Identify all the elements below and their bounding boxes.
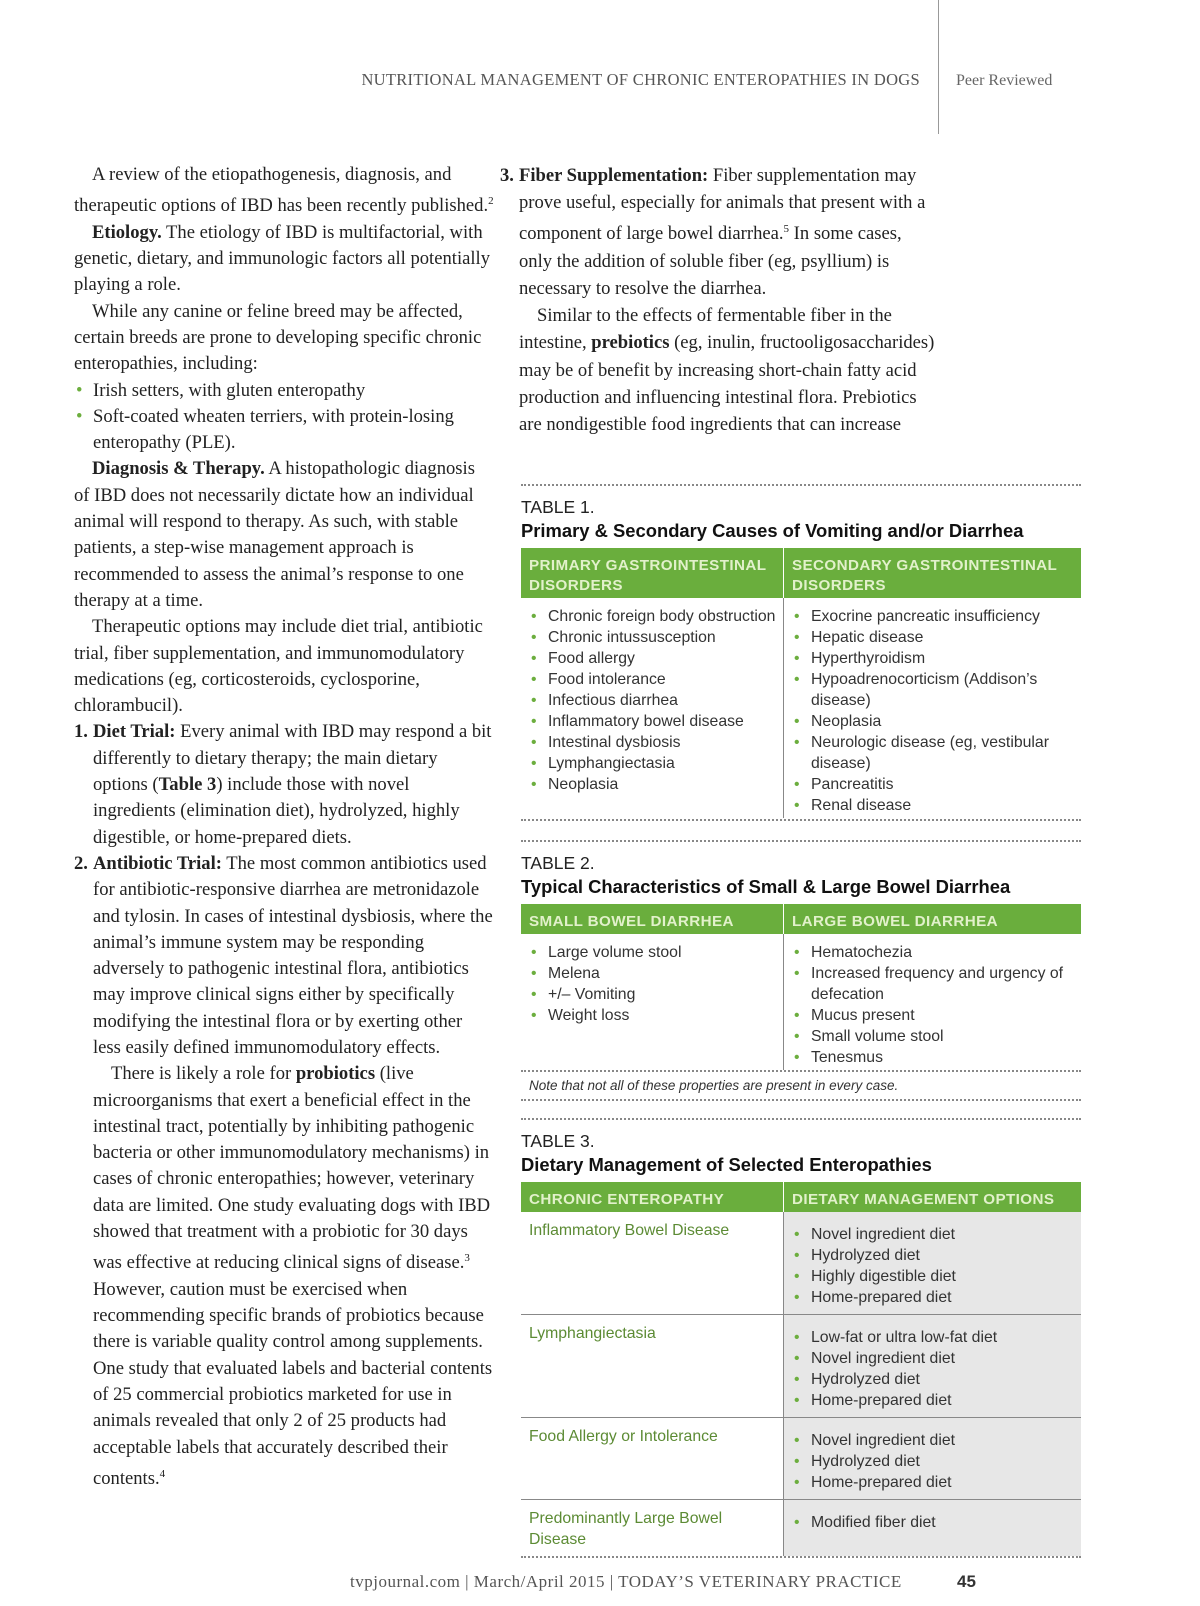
list-item: • Melena [529, 963, 779, 984]
table-note: Note that not all of these properties are present in every case. [529, 1078, 899, 1093]
table-grid [521, 548, 1081, 818]
options-paragraph: Therapeutic options may include diet trial, antibiotic trial, fiber supplementation, and immunomodulatory medications (eg, corticosteroids, cyclosporine, chlorambucil). [74, 616, 483, 717]
list-item: • Hydrolyzed diet [792, 1451, 1077, 1472]
column-header: DIETARY MANAGEMENT OPTIONS [783, 1182, 1081, 1212]
table-cell [783, 1315, 1081, 1418]
list-item: • Food allergy [529, 648, 779, 669]
prebiotics-paragraph: Similar to the effects of fermentable fiber in the intestine, prebiotics (eg, inulin, fructooligosaccharides) may be of benefit by increasing short-chain fatty acid production and influencing intestinal flora. Prebiotics are nondigestible food ingredients that can increase [519, 305, 935, 436]
list-item: • Small volume stool [792, 1026, 1077, 1047]
column-header: CHRONIC ENTEROPATHY [521, 1182, 783, 1212]
table-cell [521, 598, 783, 818]
list-item: • Hydrolyzed diet [792, 1245, 1077, 1266]
list-item: • Tenesmus [792, 1047, 1077, 1068]
right-column [500, 162, 939, 438]
table-row-label: Food Allergy or Intolerance [521, 1418, 783, 1500]
table-3 [521, 1118, 1081, 1558]
column-header: LARGE BOWEL DIARRHEA [783, 904, 1081, 934]
list-item: • Hydrolyzed diet [792, 1369, 1077, 1390]
list-item: • Pancreatitis [792, 774, 1077, 795]
left-column [74, 162, 494, 1492]
list-item: • Inflammatory bowel disease [529, 711, 779, 732]
etiology-paragraph: Etiology. The etiology of IBD is multifactorial, with genetic, dietary, and immunologic factors all potentially playing a role. [74, 221, 490, 296]
list-item: • Hypoadrenocorticism (Addison’s disease) [792, 669, 1077, 711]
breeds-list [74, 378, 494, 457]
table-cell [783, 1500, 1081, 1556]
list-item: • Hematochezia [792, 942, 1077, 963]
list-item: • Chronic foreign body obstruction [529, 606, 779, 627]
list-item: • Novel ingredient diet [792, 1430, 1077, 1451]
list-item: • Highly digestible diet [792, 1266, 1077, 1287]
list-item: • Mucus present [792, 1005, 1077, 1026]
list-item: • Neoplasia [529, 774, 779, 795]
table-label: TABLE 3. [521, 1131, 595, 1151]
diet-trial-item: 1. Diet Trial: Every animal with IBD may respond a bit differently to dietary therapy; the main dietary options (Table 3) include those with novel ingredients (elimination diet), hydrolyzed, highly digestible, or home-prepared diets. [74, 721, 492, 848]
list-item: • Hepatic disease [792, 627, 1077, 648]
list-item: • Neurologic disease (eg, vestibular disease) [792, 732, 1077, 774]
list-item: • Low-fat or ultra low-fat diet [792, 1327, 1077, 1348]
list-item: • Neoplasia [792, 711, 1077, 732]
list-item: • Intestinal dysbiosis [529, 732, 779, 753]
page-number: 45 [957, 1572, 976, 1591]
breeds-paragraph: While any canine or feline breed may be affected, certain breeds are prone to developing specific chronic enteropathies, including: [74, 300, 482, 375]
list-item: • Chronic intussusception [529, 627, 779, 648]
column-header: SMALL BOWEL DIARRHEA [521, 904, 783, 934]
table-label: TABLE 1. [521, 497, 595, 517]
table-row-label: Inflammatory Bowel Disease [521, 1212, 783, 1315]
column-header: PRIMARY GASTROINTESTINAL DISORDERS [521, 548, 783, 598]
list-item: • Home-prepared diet [792, 1472, 1077, 1493]
list-item: • Soft-coated wheaten terriers, with protein-losing enteropathy (PLE). [74, 404, 494, 457]
list-item: • Home-prepared diet [792, 1390, 1077, 1411]
probiotics-paragraph: There is likely a role for probiotics (live microorganisms that exert a beneficial effect in the intestinal tract, potentially by inhibiting pathogenic bacteria or other immunomodulatory mechanisms) in cases of chronic enteropathies; however, veterinary data are limited. One study evaluating dogs with IBD showed that treatment with a probiotic for 30 days was effective at reducing clinical signs of disease.$^3$ However, caution must be exercised when recommending specific brands of probiotics because there is variable quality control among supplements. One study that evaluated labels and bacterial contents of 25 commercial probiotics marketed for use in animals revealed that only 2 of 25 products had acceptable labels that accurately described their contents.$^4$ [93, 1063, 493, 1490]
table-grid [521, 904, 1081, 1070]
table-title: Primary & Secondary Causes of Vomiting and/or Diarrhea [521, 520, 1024, 541]
diagnosis-paragraph: Diagnosis & Therapy. A histopathologic diagnosis of IBD does not necessarily dictate how an individual animal will respond to therapy. As such, with stable patients, a step-wise management approach is recommended to assess the animal’s response to one therapy at a time. [74, 458, 475, 611]
intro-paragraph: A review of the etiopathogenesis, diagnosis, and therapeutic options of IBD has been recently published.$^2$ [74, 164, 494, 217]
column-header: SECONDARY GASTROINTESTINAL DISORDERS [783, 548, 1081, 598]
antibiotic-trial-item: 2. Antibiotic Trial: The most common antibiotics used for antibiotic-responsive diarrhea are metronidazole and tylosin. In cases of intestinal dysbiosis, where the animal’s immune system may be responding adversely to pathogenic intestinal flora, antibiotics may improve clinical signs either by specifically modifying the intestinal flora or by exerting other less easily defined immunomodulatory effects. [74, 852, 493, 1058]
list-item: • Novel ingredient diet [792, 1224, 1077, 1245]
peer-reviewed-label: Peer Reviewed [956, 72, 1053, 89]
table-label: TABLE 2. [521, 853, 595, 873]
list-item: • Novel ingredient diet [792, 1348, 1077, 1369]
running-header: NUTRITIONAL MANAGEMENT OF CHRONIC ENTEROPATHIES IN DOGS [361, 70, 920, 89]
table-cell [783, 1418, 1081, 1500]
list-item: • Renal disease [792, 795, 1077, 816]
list-item: • Modified fiber diet [792, 1512, 1077, 1533]
table-grid [521, 1182, 1081, 1556]
table-title: Dietary Management of Selected Enteropathies [521, 1154, 932, 1175]
table-cell [783, 934, 1081, 1070]
table-row-label: Predominantly Large Bowel Disease [529, 1510, 723, 1548]
table-2 [521, 840, 1081, 1101]
page-footer: tvpjournal.com | March/April 2015 | TODAY’S VETERINARY PRACTICE [350, 1572, 902, 1591]
table-title: Typical Characteristics of Small & Large Bowel Diarrhea [521, 876, 1011, 897]
list-item: • Weight loss [529, 1005, 779, 1026]
list-item: • +/– Vomiting [529, 984, 779, 1005]
table-row-label: Lymphangiectasia [521, 1315, 783, 1418]
list-item: • Irish setters, with gluten enteropathy [74, 378, 494, 404]
table-cell [783, 598, 1081, 818]
table-cell [783, 1212, 1081, 1315]
fiber-item: 3. Fiber Supplementation: Fiber supplementation may prove useful, especially for animals that present with a component of large bowel diarrhea.$^5$ In some cases, only the addition of soluble fiber (eg, psyllium) is necessary to resolve the diarrhea. [500, 165, 926, 299]
list-item: • Food intolerance [529, 669, 779, 690]
list-item: • Hyperthyroidism [792, 648, 1077, 669]
table-cell [521, 934, 783, 1070]
list-item: • Lymphangiectasia [529, 753, 779, 774]
list-item: • Increased frequency and urgency of defecation [792, 963, 1077, 1005]
list-item: • Home-prepared diet [792, 1287, 1077, 1308]
list-item: • Infectious diarrhea [529, 690, 779, 711]
list-item: • Exocrine pancreatic insufficiency [792, 606, 1077, 627]
list-item: • Large volume stool [529, 942, 779, 963]
header-divider [938, 0, 939, 134]
table-1 [521, 484, 1081, 821]
